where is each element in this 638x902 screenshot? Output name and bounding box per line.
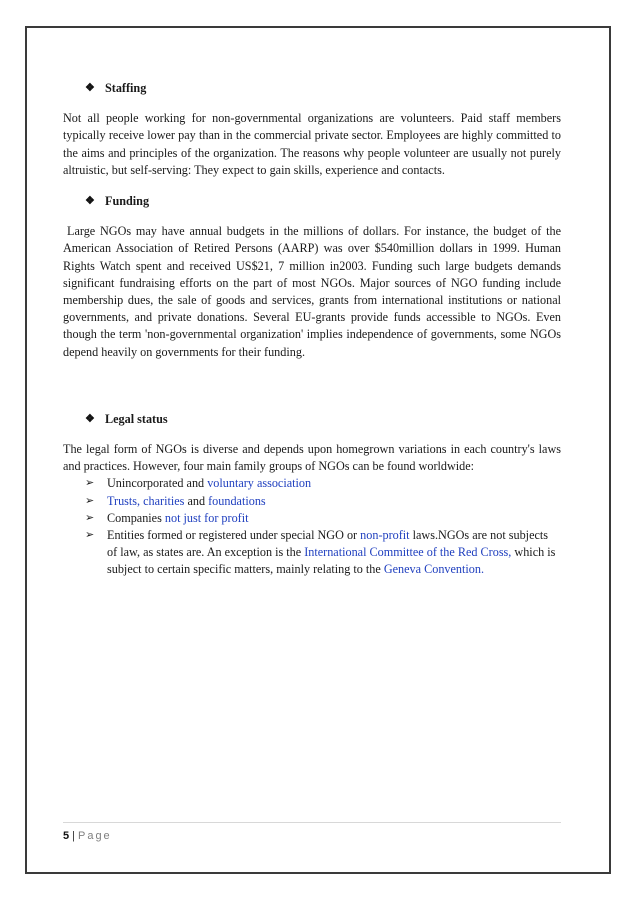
geneva-convention-link[interactable]: Geneva Convention.: [383, 562, 485, 577]
list-item-text: which is subject to certain specific matters, mainly relating to the: [107, 545, 556, 577]
diamond-bullet-icon: ❖: [85, 412, 95, 425]
list-item-text: Companies: [107, 510, 165, 525]
legal-intro-paragraph: The legal form of NGOs is diverse and depends upon homegrown variations in each country's laws and practices. However, four main family groups of NGOs can be found worldwide:: [63, 442, 561, 474]
page-label: Page: [77, 830, 112, 842]
arrow-bullet-icon: ➢: [85, 477, 95, 490]
not-for-profit-link[interactable]: not just for profit: [164, 510, 249, 525]
red-cross-link[interactable]: International Committee of the Red Cross,: [304, 545, 512, 560]
list-item-text: Entities formed or registered under special NGO or: [107, 528, 361, 543]
arrow-bullet-icon: ➢: [85, 494, 95, 507]
funding-paragraph: Large NGOs may have annual budgets in the millions of dollars. For instance, the budget of the American Association of Retired Persons (AARP) was over $540million dollars in 1999. Human Rights Watch spent and received US$21, 7 million in2003. Funding such large budgets demands significant fundraising efforts on the part of most NGOs. Major sources of NGO funding include membership dues, the sale of goods and services, grants from international institutions or national governments, and private donations. Several EU-grants provide funds accessible to NGOs. Even though the term 'non-governmental organization' implies independence of governments, some NGOs depend heavily on governments for their funding.: [63, 224, 561, 359]
non-profit-link[interactable]: non-profit: [360, 528, 410, 543]
list-item-text: and: [184, 493, 209, 508]
heading-text: Funding: [105, 194, 150, 209]
trusts-charities-link[interactable]: Trusts, charities: [107, 493, 185, 508]
section-heading-staffing: [85, 80, 561, 97]
footer-divider: [63, 822, 561, 823]
arrow-bullet-icon: ➢: [85, 511, 95, 524]
list-item: [85, 527, 561, 579]
page-number-value: 5: [63, 830, 70, 842]
arrow-bullet-icon: ➢: [85, 529, 95, 542]
legal-forms-list: [63, 475, 561, 578]
list-item: [85, 475, 561, 492]
list-item-text: laws.NGOs are not subjects of law, as states are. An exception is the: [107, 528, 549, 560]
list-item-text: Unincorporated and: [107, 476, 208, 491]
section-heading-funding: [85, 193, 561, 210]
page-footer: [63, 822, 561, 842]
list-item: [85, 510, 561, 527]
document-body: [63, 80, 561, 579]
staffing-paragraph: Not all people working for non-governmental organizations are volunteers. Paid staff members typically receive lower pay than in the commercial private sector. Employees are highly committed to the aims and principles of the organization. The reasons why people volunteer are usually not purely altruistic, but self-serving: They expect to gain skills, experience and contacts.: [63, 111, 561, 177]
section-heading-legal-status: [85, 411, 561, 428]
list-item: [85, 493, 561, 510]
heading-text: Staffing: [105, 81, 147, 95]
page-separator: |: [72, 830, 75, 842]
diamond-bullet-icon: ❖: [85, 82, 95, 94]
voluntary-association-link[interactable]: voluntary association: [207, 476, 312, 491]
foundations-link[interactable]: foundations: [208, 493, 266, 508]
heading-text: Legal status: [105, 411, 168, 426]
diamond-bullet-icon: ❖: [85, 195, 95, 208]
page-number: [63, 830, 561, 842]
